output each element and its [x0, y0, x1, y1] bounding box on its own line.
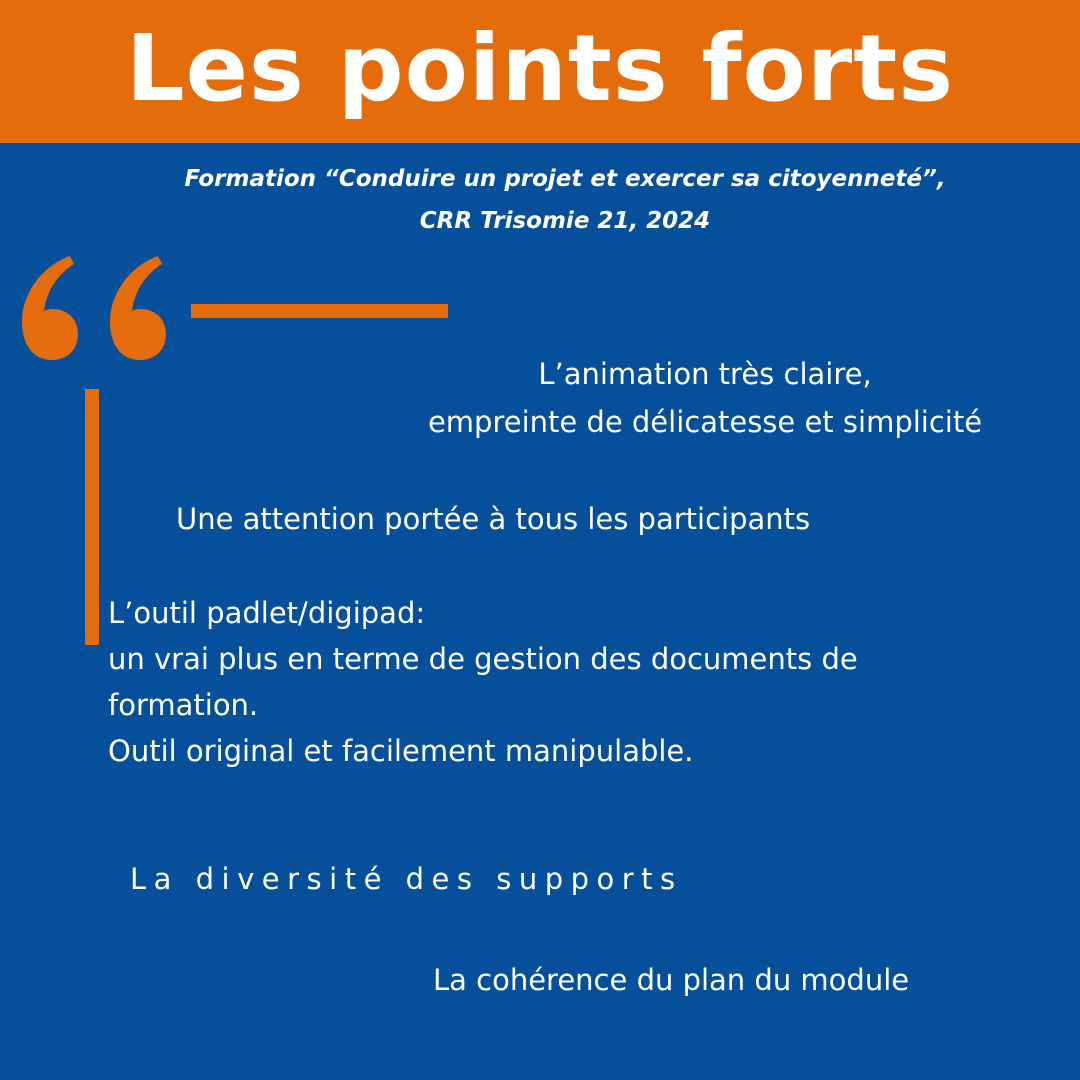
point-line: La cohérence du plan du module — [433, 963, 910, 997]
point-padlet-tool — [108, 590, 858, 774]
subtitle — [0, 158, 1080, 242]
point-line: La diversité des supports — [130, 862, 683, 896]
point-line: L’outil padlet/digipad: — [108, 596, 426, 630]
point-line: un vrai plus en terme de gestion des documents de — [108, 642, 858, 676]
point-line: empreinte de délicatesse et simplicité — [427, 405, 983, 439]
quote-mark-icon — [18, 252, 166, 364]
accent-horizontal-line — [191, 304, 448, 318]
point-line: Outil original et facilement manipulable. — [108, 734, 694, 768]
point-animation — [380, 350, 1030, 446]
point-line: formation. — [108, 688, 259, 722]
accent-vertical-line — [85, 389, 99, 645]
point-supports — [130, 857, 683, 901]
subtitle-line-2: CRR Trisomie 21, 2024 — [419, 208, 711, 234]
point-line: L’animation très claire, — [538, 357, 872, 391]
page-title: Les points forts — [125, 15, 954, 122]
point-module-plan — [433, 958, 909, 1002]
point-line: Une attention portée à tous les participants — [176, 502, 811, 536]
point-attention — [176, 497, 810, 541]
header-banner — [0, 0, 1080, 143]
subtitle-line-1: Formation “Conduire un projet et exercer sa citoyenneté”, — [184, 166, 946, 192]
